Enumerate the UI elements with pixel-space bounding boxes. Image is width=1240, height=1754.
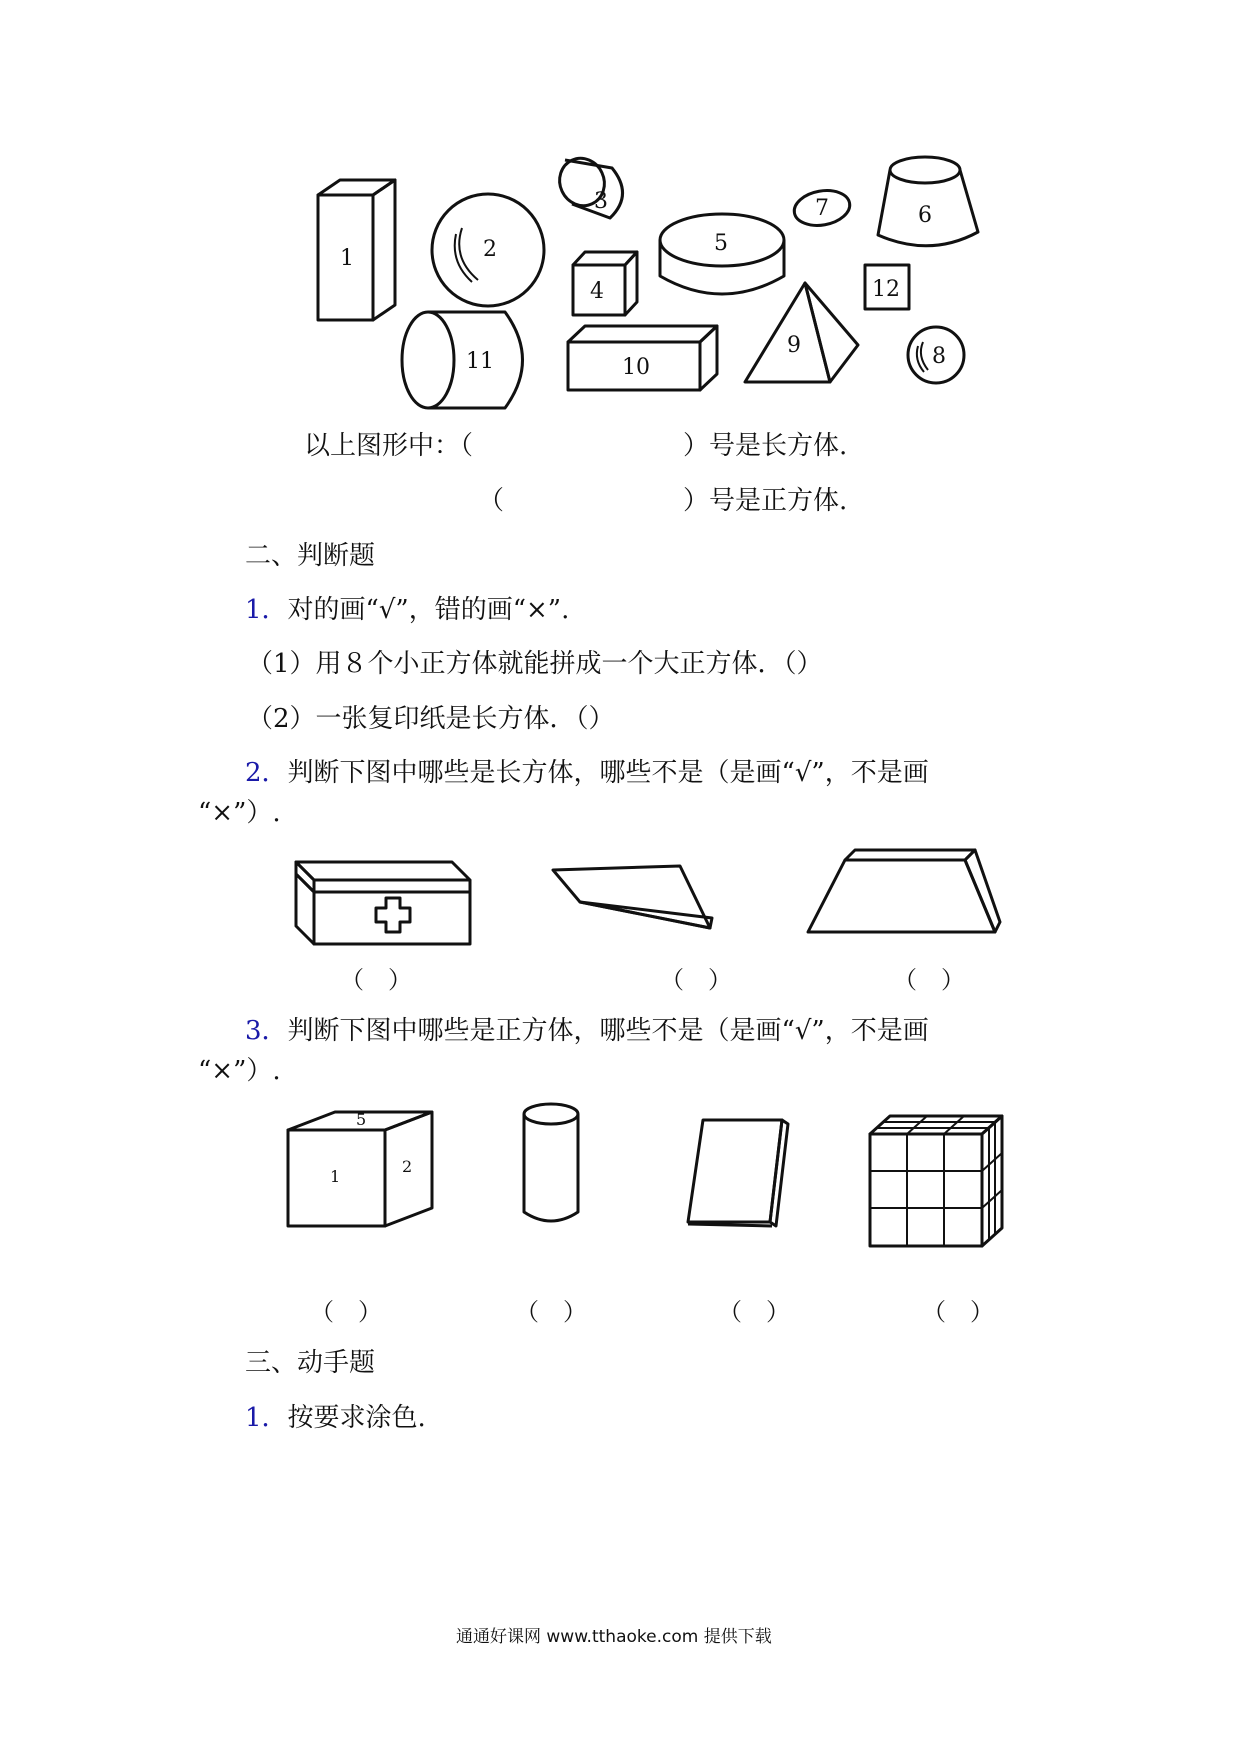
section-heading-judgement: 二、判断题 xyxy=(245,541,376,571)
cube-question-suffix: ）号是正方体. xyxy=(683,486,848,516)
answer-blank[interactable]: （ ） xyxy=(340,966,412,994)
cylinder-figure xyxy=(524,1104,578,1221)
solid-label: 9 xyxy=(787,333,801,358)
question-1-item-2: （2）一张复印纸是长方体．（） xyxy=(247,704,615,734)
solid-1-cuboid xyxy=(318,180,395,320)
solid-label: 3 xyxy=(594,189,608,214)
answer-blank[interactable]: （ ） xyxy=(718,1298,790,1326)
cube-answer-blank[interactable] xyxy=(510,485,670,517)
q2-figures xyxy=(0,840,1240,960)
solid-9-pyramid xyxy=(745,283,858,382)
cube-face-label: 2 xyxy=(402,1157,413,1176)
question-2-line-1 xyxy=(245,760,929,786)
q3-figures xyxy=(0,1100,1240,1280)
solid-label: 8 xyxy=(932,344,946,369)
trapezoid-prism-figure xyxy=(808,850,1000,932)
question-3-line-2: “×”）. xyxy=(198,1056,281,1086)
cube-face-label: 1 xyxy=(330,1167,341,1186)
solid-7-disc xyxy=(791,186,852,229)
flat-cuboid-figure xyxy=(688,1120,788,1226)
question-number: 3． xyxy=(245,1016,288,1046)
cube-face-label: 5 xyxy=(356,1110,367,1129)
solid-8-sphere xyxy=(908,327,964,383)
question-1-item-1: （1）用８个小正方体就能拼成一个大正方体．（） xyxy=(247,649,823,679)
question-number: 2． xyxy=(245,758,288,788)
cube-question-prefix: （ xyxy=(478,486,505,516)
solid-label: 5 xyxy=(714,231,728,256)
answer-blank[interactable]: （ ） xyxy=(515,1298,587,1326)
first-aid-box-figure xyxy=(296,862,470,944)
solid-6-frustum xyxy=(878,157,978,246)
solid-label: 11 xyxy=(466,349,494,374)
cuboid-answer-blank[interactable] xyxy=(510,430,670,462)
answer-blank[interactable]: （ ） xyxy=(893,966,965,994)
solid-10-cuboid xyxy=(568,326,717,390)
answer-blank[interactable]: （ ） xyxy=(922,1298,994,1326)
question-1 xyxy=(245,597,569,623)
solids-figure xyxy=(0,0,1240,420)
solid-label: 2 xyxy=(483,237,497,262)
question-number: 1． xyxy=(245,1403,288,1433)
question-number: 1． xyxy=(245,595,288,625)
solid-2-sphere xyxy=(432,194,544,306)
solid-4-cube xyxy=(573,252,637,315)
solid-label: 10 xyxy=(622,355,650,380)
solid-label: 1 xyxy=(340,246,354,271)
solid-label: 7 xyxy=(815,196,829,221)
solid-label: 4 xyxy=(590,279,604,304)
section-heading-hands-on: 三、动手题 xyxy=(245,1348,376,1378)
labeled-cube-figure xyxy=(288,1110,432,1226)
wedge-figure xyxy=(553,866,712,928)
section-3-question-1 xyxy=(245,1405,426,1431)
page-footer: 通通好课网 www.tthaoke.com 提供下载 xyxy=(456,1627,772,1647)
cuboid-question-prefix: 以上图形中：（ xyxy=(304,431,474,461)
question-3-line-1 xyxy=(245,1018,929,1044)
solid-11-cylinder xyxy=(402,312,523,408)
cuboid-question-suffix: ）号是长方体. xyxy=(683,431,848,461)
question-text: 判断下图中哪些是长方体，哪些不是（是画“√”，不是画 xyxy=(287,758,929,788)
rubiks-cube-figure xyxy=(870,1116,1002,1246)
answer-blank[interactable]: （ ） xyxy=(660,966,732,994)
solid-label: 12 xyxy=(872,277,900,302)
solid-label: 6 xyxy=(918,203,932,228)
question-2-line-2: “×”）. xyxy=(198,798,281,828)
answer-blank[interactable]: （ ） xyxy=(310,1298,382,1326)
solid-3-cylinder xyxy=(552,151,623,218)
solid-5-cylinder xyxy=(660,214,784,294)
question-text: 按要求涂色. xyxy=(287,1403,426,1433)
question-text: 对的画“√”，错的画“×”. xyxy=(287,595,570,625)
question-text: 判断下图中哪些是正方体，哪些不是（是画“√”，不是画 xyxy=(287,1016,929,1046)
solid-12-square xyxy=(865,265,909,309)
